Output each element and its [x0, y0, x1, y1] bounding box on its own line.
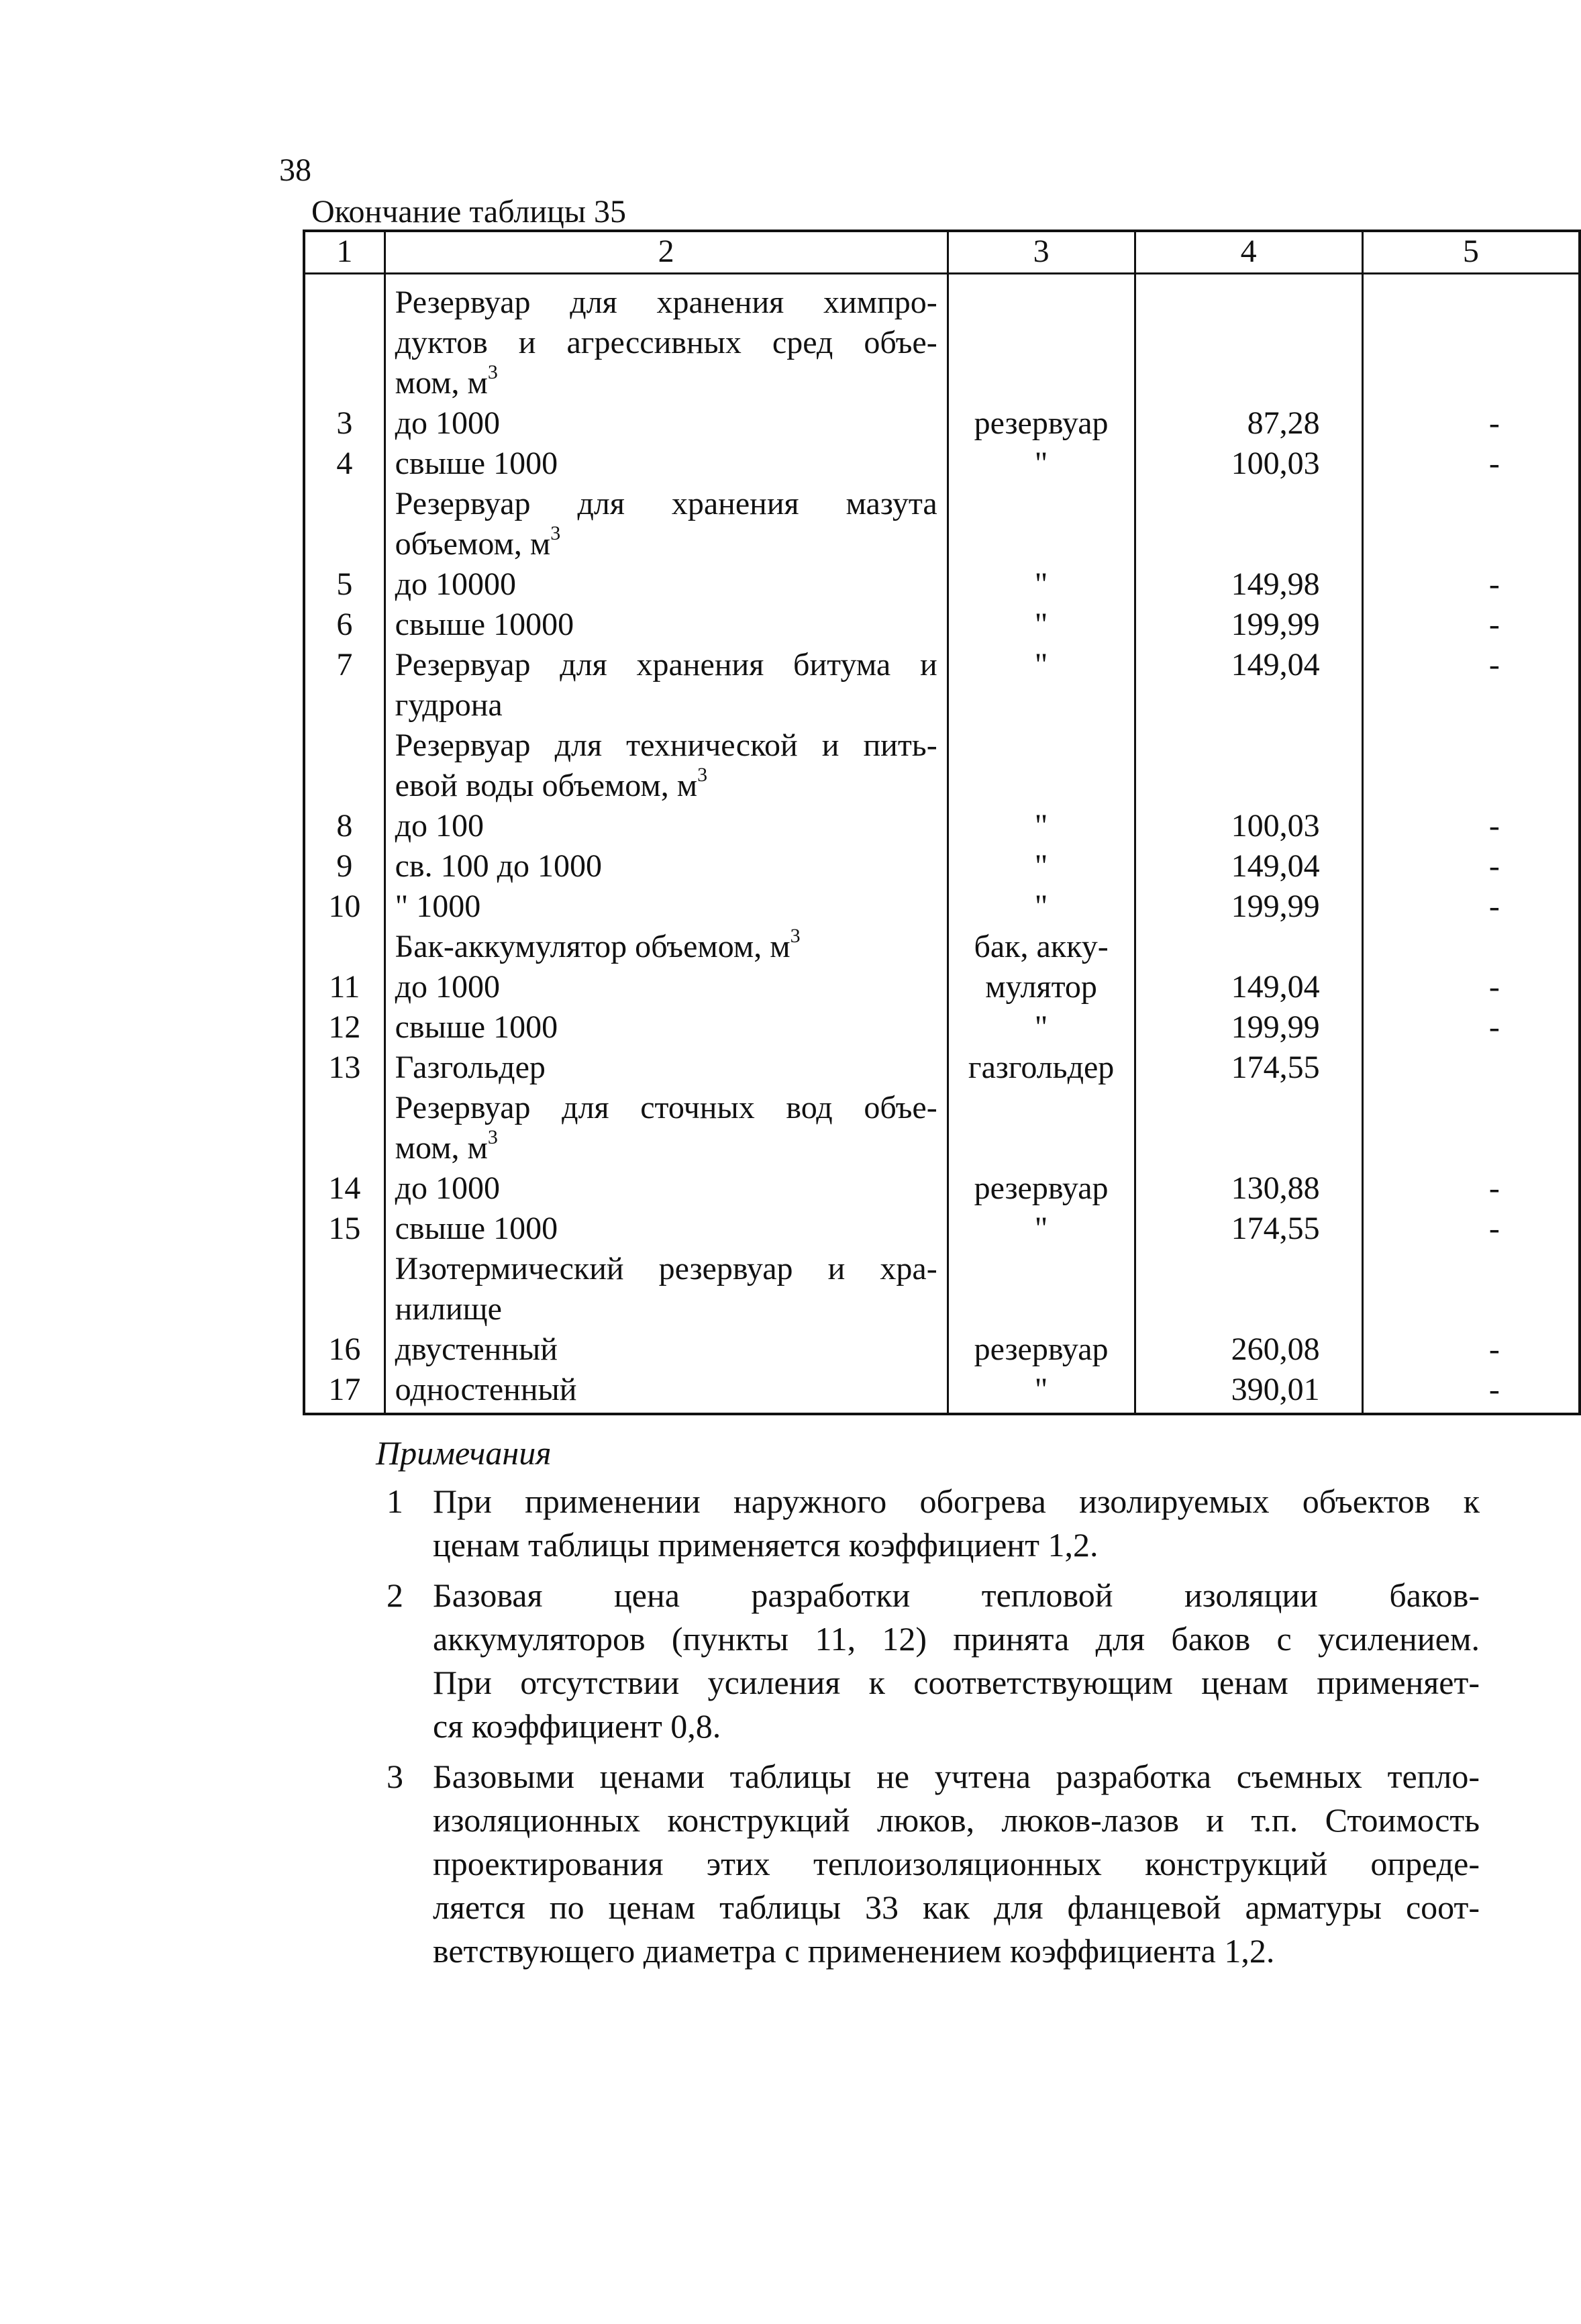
- column-header: 3: [948, 231, 1135, 274]
- cell-text: 13: [328, 1050, 361, 1085]
- name-line: " 1000: [395, 889, 481, 924]
- row-note-cell: [1362, 927, 1580, 967]
- note-number: 3: [387, 1758, 403, 1795]
- name-line: Бак-аккумулятор объемом, $м^3$: [395, 925, 801, 964]
- note-number: 2: [387, 1576, 403, 1614]
- notes-section: [376, 1433, 1480, 1973]
- row-note-cell: [1362, 1007, 1580, 1048]
- cell-text: ": [1034, 1372, 1048, 1407]
- name-line: Резервуар для хранения мазута: [395, 486, 937, 521]
- row-name-cell: [385, 725, 948, 806]
- table-row: [304, 444, 1580, 484]
- cell-text: резервуар: [974, 405, 1109, 441]
- row-number-cell: [304, 645, 385, 725]
- cell-text: ": [1034, 889, 1048, 924]
- row-price-cell: [1135, 1048, 1362, 1088]
- cell-text: -: [1488, 1331, 1500, 1367]
- cell-text: 12: [328, 1009, 361, 1045]
- name-line: св. 100 до 1000: [395, 848, 603, 884]
- table-row: [304, 1370, 1580, 1414]
- name-line: евой воды объемом, $м^3$: [395, 764, 708, 803]
- row-price-cell: [1135, 1168, 1362, 1209]
- row-note-cell: [1362, 403, 1580, 444]
- row-price-cell: [1135, 484, 1362, 564]
- row-price-cell: [1135, 1329, 1362, 1370]
- row-note-cell: [1362, 1168, 1580, 1209]
- note-line: ветствующего диаметра с применением коэффициента 1,2.: [433, 1932, 1275, 1970]
- name-line: одностенный: [395, 1372, 577, 1407]
- row-price-cell: [1135, 1370, 1362, 1414]
- name-line: объемом, $м^3$: [395, 522, 561, 562]
- row-price-cell: [1135, 967, 1362, 1007]
- table-header-row: [304, 231, 1580, 274]
- table-row: [304, 967, 1580, 1007]
- column-header: 2: [385, 231, 948, 274]
- name-line: до 1000: [395, 405, 501, 441]
- row-price-cell: [1135, 725, 1362, 806]
- superscript: 3: [790, 925, 801, 947]
- table-row: [304, 1168, 1580, 1209]
- cell-text: -: [1488, 889, 1500, 924]
- row-number-cell: [304, 484, 385, 564]
- cell-text: 87,28: [1247, 405, 1320, 441]
- note-line: ся коэффициент 0,8.: [433, 1707, 721, 1745]
- row-price-cell: [1135, 806, 1362, 846]
- name-line: гудрона: [395, 687, 503, 723]
- cell-text: 100,03: [1231, 446, 1320, 481]
- row-price-cell: [1135, 1007, 1362, 1048]
- cell-text: 149,98: [1231, 566, 1320, 602]
- cell-text: 174,55: [1231, 1050, 1320, 1085]
- row-number-cell: [304, 274, 385, 404]
- cell-text: 199,99: [1231, 607, 1320, 642]
- cell-text: ": [1034, 1009, 1048, 1045]
- note-line: проектирования этих теплоизоляционных конструкций опреде-: [433, 1845, 1480, 1882]
- cell-text: бак, акку-: [974, 929, 1109, 964]
- row-name-cell: [385, 1007, 948, 1048]
- cell-text: ": [1034, 808, 1048, 844]
- row-note-cell: [1362, 274, 1580, 404]
- cell-text: ": [1034, 607, 1048, 642]
- row-note-cell: [1362, 806, 1580, 846]
- row-note-cell: [1362, 645, 1580, 725]
- note-line: ляется по ценам таблицы 33 как для фланцевой арматуры соот-: [433, 1888, 1480, 1926]
- row-price-cell: [1135, 1209, 1362, 1249]
- price-table: [303, 230, 1581, 1415]
- table-row: [304, 806, 1580, 846]
- row-note-cell: [1362, 564, 1580, 605]
- cell-text: 6: [336, 607, 353, 642]
- row-unit-cell: [948, 605, 1135, 645]
- row-note-cell: [1362, 444, 1580, 484]
- row-unit-cell: [948, 1007, 1135, 1048]
- row-unit-cell: [948, 1329, 1135, 1370]
- row-price-cell: [1135, 403, 1362, 444]
- row-unit-cell: [948, 725, 1135, 806]
- cell-text: 3: [336, 405, 353, 441]
- name-line: Резервуар для хранения битума и: [395, 647, 937, 683]
- cell-text: резервуар: [974, 1170, 1109, 1206]
- row-number-cell: [304, 564, 385, 605]
- note-line: При применении наружного обогрева изолируемых объектов к: [433, 1482, 1480, 1520]
- row-price-cell: [1135, 274, 1362, 404]
- note-line: При отсутствии усиления к соответствующим ценам применяет-: [433, 1664, 1480, 1701]
- cell-text: 390,01: [1231, 1372, 1320, 1407]
- name-line: до 10000: [395, 566, 517, 602]
- table-row: [304, 1007, 1580, 1048]
- column-header: 5: [1362, 231, 1580, 274]
- row-number-cell: [304, 444, 385, 484]
- row-unit-cell: [948, 846, 1135, 887]
- row-note-cell: [1362, 1209, 1580, 1249]
- note-line: ценам таблицы применяется коэффициент 1,2.: [433, 1526, 1099, 1564]
- row-unit-cell: [948, 274, 1135, 404]
- row-name-cell: [385, 1329, 948, 1370]
- notes-title: Примечания: [376, 1434, 552, 1472]
- cell-text: -: [1488, 1211, 1500, 1246]
- name-line: до 1000: [395, 969, 501, 1005]
- row-unit-cell: [948, 564, 1135, 605]
- superscript: 3: [487, 361, 498, 383]
- row-number-cell: [304, 887, 385, 927]
- cell-text: 4: [336, 446, 353, 481]
- table-caption: Окончание таблицы 35: [311, 194, 627, 230]
- cell-text: 16: [328, 1331, 361, 1367]
- row-unit-cell: [948, 1370, 1135, 1414]
- note-item: [376, 1574, 1480, 1748]
- table-row: [304, 484, 1580, 564]
- name-line: двустенный: [395, 1331, 558, 1367]
- cell-text: -: [1488, 647, 1500, 683]
- row-name-cell: [385, 1088, 948, 1168]
- row-name-cell: [385, 846, 948, 887]
- name-line: свыше 1000: [395, 1009, 558, 1045]
- cell-text: -: [1488, 1009, 1500, 1045]
- cell-text: ": [1034, 1211, 1048, 1246]
- row-name-cell: [385, 274, 948, 404]
- row-note-cell: [1362, 1249, 1580, 1329]
- row-unit-cell: [948, 1249, 1135, 1329]
- row-number-cell: [304, 1370, 385, 1414]
- cell-text: 130,88: [1231, 1170, 1320, 1206]
- row-name-cell: [385, 1048, 948, 1088]
- row-unit-cell: [948, 1209, 1135, 1249]
- row-note-cell: [1362, 1329, 1580, 1370]
- table-row: [304, 1088, 1580, 1168]
- cell-text: газгольдер: [968, 1050, 1115, 1085]
- cell-text: -: [1488, 1372, 1500, 1407]
- row-note-cell: [1362, 484, 1580, 564]
- row-unit-cell: [948, 967, 1135, 1007]
- table-body: [304, 274, 1580, 1415]
- table-row: [304, 274, 1580, 404]
- row-unit-cell: [948, 1048, 1135, 1088]
- cell-text: ": [1034, 566, 1048, 602]
- row-number-cell: [304, 725, 385, 806]
- column-header: 4: [1135, 231, 1362, 274]
- row-unit-cell: [948, 444, 1135, 484]
- cell-text: 100,03: [1231, 808, 1320, 844]
- row-price-cell: [1135, 1249, 1362, 1329]
- note-number: 1: [387, 1482, 403, 1520]
- row-number-cell: [304, 1249, 385, 1329]
- cell-text: -: [1488, 808, 1500, 844]
- note-line: изоляционных конструкций люков, люков-лазов и т.п. Стоимость: [433, 1801, 1480, 1839]
- name-line: до 100: [395, 808, 484, 844]
- row-name-cell: [385, 484, 948, 564]
- row-unit-cell: [948, 887, 1135, 927]
- row-name-cell: [385, 403, 948, 444]
- name-line: Резервуар для хранения химпро-: [395, 285, 937, 320]
- cell-text: -: [1488, 405, 1500, 441]
- row-note-cell: [1362, 725, 1580, 806]
- cell-text: 260,08: [1231, 1331, 1320, 1367]
- row-number-cell: [304, 1168, 385, 1209]
- row-price-cell: [1135, 564, 1362, 605]
- row-name-cell: [385, 564, 948, 605]
- row-note-cell: [1362, 846, 1580, 887]
- superscript: 3: [550, 522, 561, 544]
- cell-text: -: [1488, 848, 1500, 884]
- name-line: свыше 1000: [395, 1211, 558, 1246]
- table-row: [304, 403, 1580, 444]
- row-name-cell: [385, 444, 948, 484]
- row-price-cell: [1135, 927, 1362, 967]
- row-name-cell: [385, 967, 948, 1007]
- row-price-cell: [1135, 645, 1362, 725]
- row-unit-cell: [948, 484, 1135, 564]
- cell-text: -: [1488, 1170, 1500, 1206]
- name-line: свыше 1000: [395, 446, 558, 481]
- row-name-cell: [385, 1370, 948, 1414]
- cell-text: -: [1488, 969, 1500, 1005]
- row-price-cell: [1135, 846, 1362, 887]
- row-name-cell: [385, 1249, 948, 1329]
- page-number: 38: [279, 152, 311, 188]
- cell-text: 11: [329, 969, 360, 1005]
- table-row: [304, 564, 1580, 605]
- row-number-cell: [304, 403, 385, 444]
- cell-text: 174,55: [1231, 1211, 1320, 1246]
- row-number-cell: [304, 846, 385, 887]
- note-item: [376, 1480, 1480, 1567]
- column-header: 1: [304, 231, 385, 274]
- cell-text: ": [1034, 647, 1048, 683]
- cell-text: 10: [328, 889, 361, 924]
- cell-text: 199,99: [1231, 889, 1320, 924]
- notes-list: [376, 1480, 1480, 1973]
- row-note-cell: [1362, 1370, 1580, 1414]
- name-line: мом, $м^3$: [395, 361, 498, 401]
- table-row: [304, 645, 1580, 725]
- cell-text: -: [1488, 446, 1500, 481]
- cell-text: 149,04: [1231, 848, 1320, 884]
- row-price-cell: [1135, 605, 1362, 645]
- row-name-cell: [385, 1209, 948, 1249]
- row-name-cell: [385, 1168, 948, 1209]
- cell-text: 149,04: [1231, 969, 1320, 1005]
- row-note-cell: [1362, 887, 1580, 927]
- note-line: Базовая цена разработки тепловой изоляции баков-: [433, 1576, 1480, 1614]
- table-row: [304, 605, 1580, 645]
- cell-text: -: [1488, 566, 1500, 602]
- table-row: [304, 1249, 1580, 1329]
- table-row: [304, 846, 1580, 887]
- name-line: свыше 10000: [395, 607, 574, 642]
- cell-text: ": [1034, 446, 1048, 481]
- cell-text: 14: [328, 1170, 361, 1206]
- name-line: Газгольдер: [395, 1050, 546, 1085]
- cell-text: 17: [328, 1372, 361, 1407]
- cell-text: 9: [336, 848, 353, 884]
- row-name-cell: [385, 605, 948, 645]
- row-unit-cell: [948, 927, 1135, 967]
- row-price-cell: [1135, 887, 1362, 927]
- superscript: 3: [487, 1126, 498, 1148]
- note-line: Базовыми ценами таблицы не учтена разработка съемных тепло-: [433, 1758, 1480, 1795]
- cell-text: 149,04: [1231, 647, 1320, 683]
- row-number-cell: [304, 1048, 385, 1088]
- cell-text: 8: [336, 808, 353, 844]
- table-row: [304, 1329, 1580, 1370]
- table-row: [304, 927, 1580, 967]
- cell-text: ": [1034, 848, 1048, 884]
- table-row: [304, 1048, 1580, 1088]
- row-note-cell: [1362, 1048, 1580, 1088]
- row-number-cell: [304, 806, 385, 846]
- cell-text: мулятор: [985, 969, 1097, 1005]
- row-unit-cell: [948, 645, 1135, 725]
- table-row: [304, 725, 1580, 806]
- row-unit-cell: [948, 403, 1135, 444]
- row-name-cell: [385, 927, 948, 967]
- name-line: до 1000: [395, 1170, 501, 1206]
- name-line: Резервуар для технической и пить-: [395, 727, 937, 763]
- row-number-cell: [304, 1007, 385, 1048]
- name-line: Изотермический резервуар и хра-: [395, 1251, 937, 1286]
- table-row: [304, 887, 1580, 927]
- cell-text: 7: [336, 647, 353, 683]
- cell-text: -: [1488, 607, 1500, 642]
- row-unit-cell: [948, 1088, 1135, 1168]
- row-number-cell: [304, 1088, 385, 1168]
- row-number-cell: [304, 605, 385, 645]
- row-note-cell: [1362, 1088, 1580, 1168]
- row-number-cell: [304, 967, 385, 1007]
- row-unit-cell: [948, 806, 1135, 846]
- name-line: мом, $м^3$: [395, 1126, 498, 1166]
- cell-text: 199,99: [1231, 1009, 1320, 1045]
- row-number-cell: [304, 1209, 385, 1249]
- name-line: нилище: [395, 1291, 502, 1327]
- row-name-cell: [385, 887, 948, 927]
- row-number-cell: [304, 927, 385, 967]
- row-note-cell: [1362, 605, 1580, 645]
- row-number-cell: [304, 1329, 385, 1370]
- row-price-cell: [1135, 444, 1362, 484]
- superscript: 3: [697, 764, 708, 786]
- name-line: Резервуар для сточных вод объе-: [395, 1090, 937, 1125]
- cell-text: резервуар: [974, 1331, 1109, 1367]
- row-price-cell: [1135, 1088, 1362, 1168]
- name-line: дуктов и агрессивных сред объе-: [395, 325, 937, 360]
- row-unit-cell: [948, 1168, 1135, 1209]
- row-note-cell: [1362, 967, 1580, 1007]
- cell-text: 15: [328, 1211, 361, 1246]
- row-name-cell: [385, 645, 948, 725]
- row-name-cell: [385, 806, 948, 846]
- table-row: [304, 1209, 1580, 1249]
- note-item: [376, 1755, 1480, 1973]
- note-line: аккумуляторов (пункты 11, 12) принята для баков с усилением.: [433, 1620, 1480, 1658]
- cell-text: 5: [336, 566, 353, 602]
